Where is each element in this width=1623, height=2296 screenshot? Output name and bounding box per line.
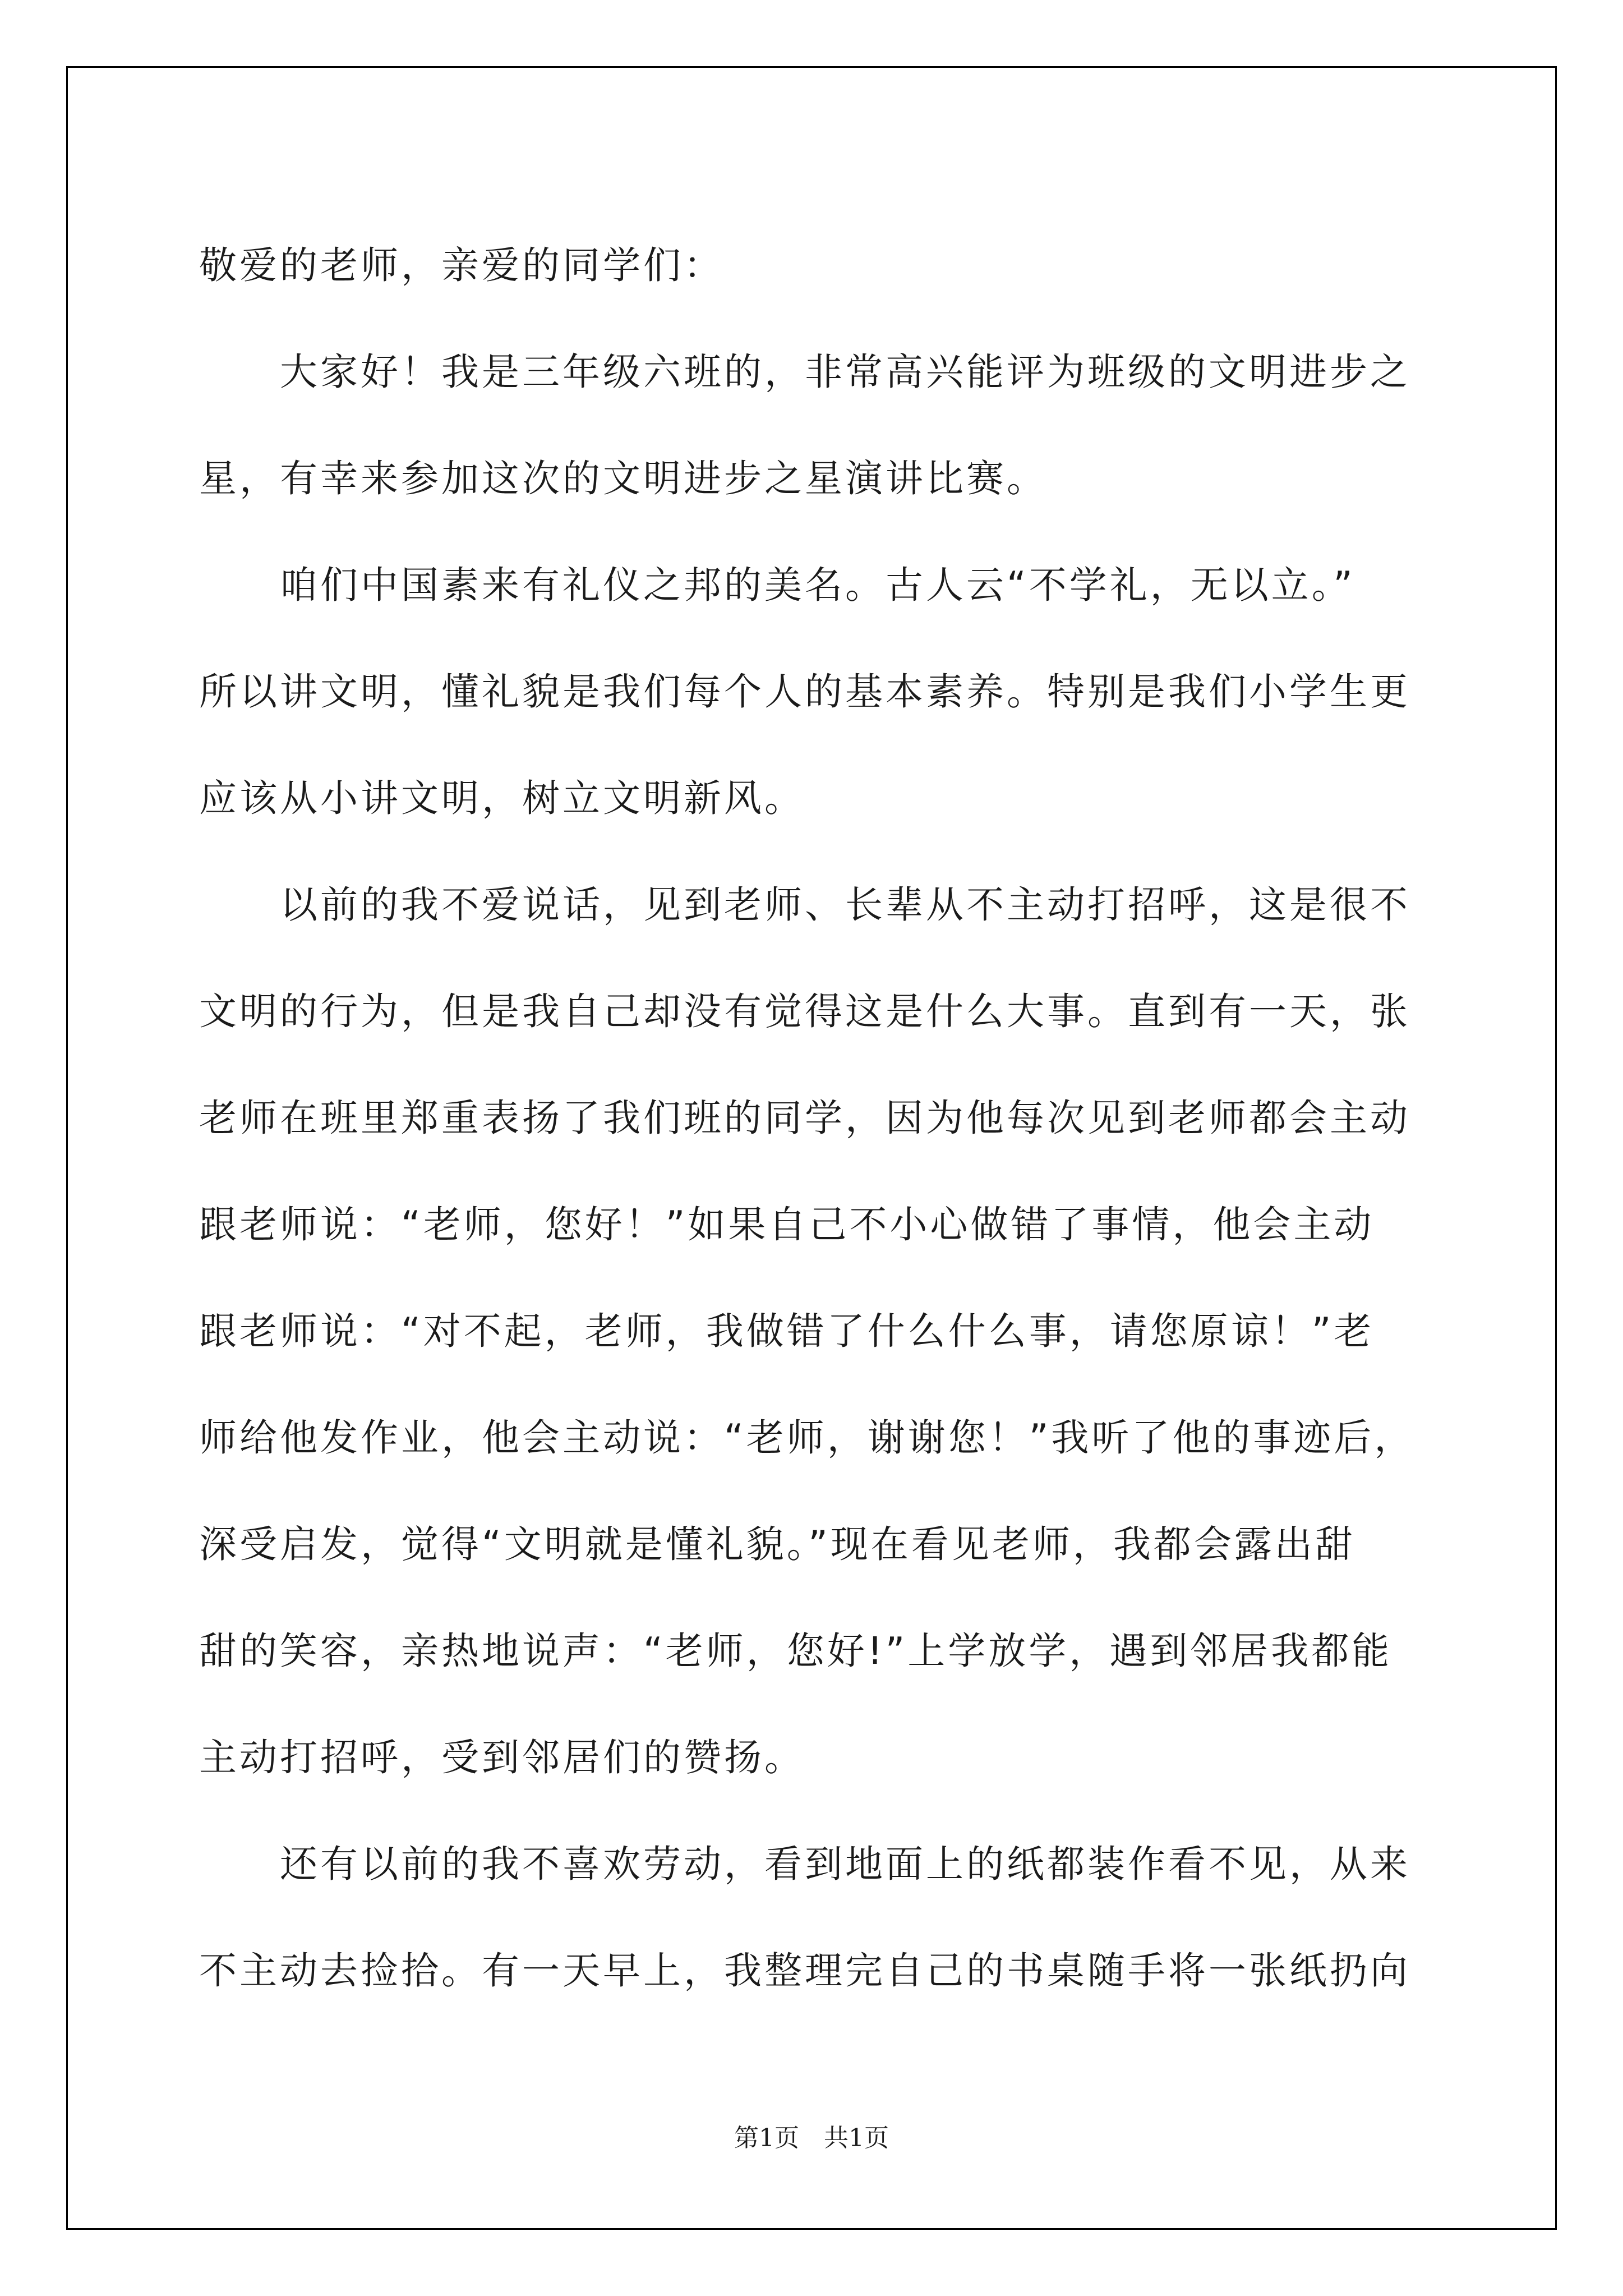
text-line: 文明的行为，但是我自己却没有觉得这是什么大事。直到有一天，张 [199, 990, 1410, 1033]
text-line: 跟老师说：“老师，您好！”如果自己不小心做错了事情，他会主动 [199, 1203, 1375, 1246]
text-line: 大家好！我是三年级六班的，非常高兴能评为班级的文明进步之 [199, 350, 1410, 394]
text-line: 主动打招呼，受到邻居们的赞扬。 [199, 1736, 805, 1779]
text-line: 师给他发作业，他会主动说：“老师，谢谢您！”我听了他的事迹后， [199, 1416, 1415, 1460]
page-number: 第1页 共1页 [734, 2124, 889, 2152]
salutation-line: 敬爱的老师，亲爱的同学们： [199, 243, 724, 287]
text-line: 所以讲文明，懂礼貌是我们每个人的基本素养。特别是我们小学生更 [199, 670, 1410, 714]
text-line: 深受启发，觉得“文明就是懂礼貌。”现在看见老师，我都会露出甜 [199, 1522, 1355, 1566]
text-line: 应该从小讲文明，树立文明新风。 [199, 776, 805, 820]
text-line: 老师在班里郑重表扬了我们班的同学，因为他每次见到老师都会主动 [199, 1096, 1410, 1140]
text-line: 不主动去捡拾。有一天早上，我整理完自己的书桌随手将一张纸扔向 [199, 1949, 1410, 1993]
text-line: 跟老师说：“对不起，老师，我做错了什么什么事，请您原谅！”老 [199, 1309, 1375, 1353]
text-line: 咱们中国素来有礼仪之邦的美名。古人云“不学礼，无以立。” [199, 563, 1355, 607]
document-body [199, 212, 1433, 2024]
text-line: 星，有幸来参加这次的文明进步之星演讲比赛。 [199, 457, 1047, 500]
text-line: 甜的笑容，亲热地说声：“老师，您好!”上学放学，遇到邻居我都能 [199, 1629, 1393, 1673]
text-line: 还有以前的我不喜欢劳动，看到地面上的纸都装作看不见，从来 [199, 1842, 1410, 1886]
text-line: 以前的我不爱说话，见到老师、长辈从不主动打招呼，这是很不 [199, 883, 1410, 927]
